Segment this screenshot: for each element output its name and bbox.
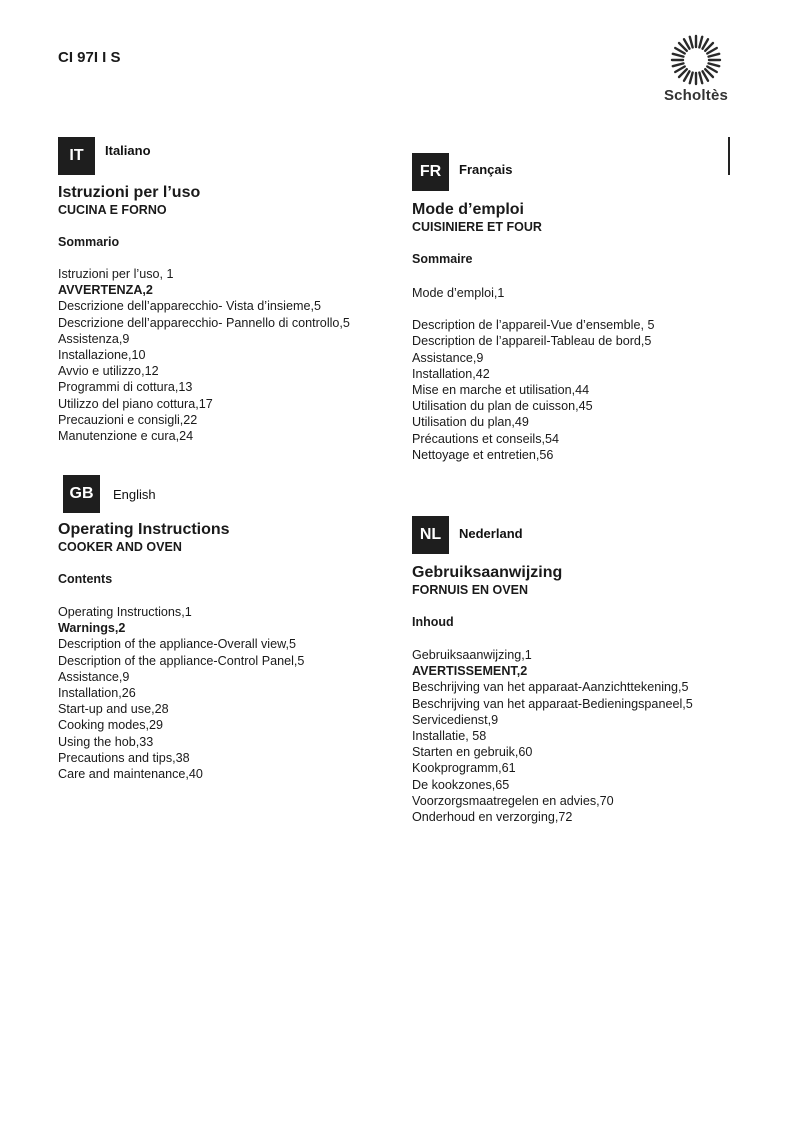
toc-item: Utilisation du plan,49: [412, 415, 529, 430]
language-badge-it: IT: [58, 137, 95, 175]
toc-item: Starten en gebruik,60: [412, 745, 533, 760]
toc-item: Assistance,9: [58, 669, 130, 684]
toc-item: Mode d’emploi,1: [412, 286, 505, 300]
model-number: CI 97I I S: [58, 49, 121, 66]
language-label-it: Italiano: [105, 143, 151, 158]
toc-item: Assistance,9: [412, 350, 484, 365]
toc-item: Descrizione dell’apparecchio- Vista d’insieme,5: [58, 299, 321, 314]
toc-item: Using the hob,33: [58, 734, 154, 749]
table-of-contents-gb: [58, 604, 393, 782]
contents-heading-nl: Inhoud: [412, 615, 454, 629]
section-title-fr: Mode d’emploi: [412, 201, 524, 218]
section-nederland: [412, 516, 772, 825]
logo-ray: [673, 63, 684, 66]
toc-item: Descrizione dell’apparecchio- Pannello di controllo,5: [58, 315, 350, 330]
toc-item: Mise en marche et utilisation,44: [412, 383, 590, 398]
language-label-nl: Nederland: [459, 526, 523, 541]
language-badge-fr: FR: [412, 153, 449, 191]
toc-item: Onderhoud en verzorging,72: [412, 810, 573, 825]
contents-heading-fr: Sommaire: [412, 252, 473, 266]
toc-item: Assistenza,9: [58, 331, 130, 346]
toc-item: Description of the appliance-Overall view,5: [58, 637, 297, 652]
toc-item: Description de l’appareil-Vue d’ensemble, 5: [412, 318, 655, 333]
toc-item: De kookzones,65: [412, 777, 510, 792]
brand-name: Scholtès: [663, 87, 729, 104]
language-label-fr: Français: [459, 162, 513, 177]
toc-item: Programmi di cottura,13: [58, 380, 193, 395]
toc-spacer: [412, 301, 742, 317]
brand-logo: [660, 34, 732, 114]
toc-item: Installation,26: [58, 686, 136, 701]
toc-item: Gebruiksaanwijzing,1: [412, 648, 532, 662]
toc-item: AVVERTENZA,2: [58, 283, 153, 298]
toc-item: Avvio e utilizzo,12: [58, 364, 159, 379]
logo-ray: [709, 63, 720, 66]
toc-item: Description de l’appareil-Tableau de bord,5: [412, 334, 652, 349]
toc-item: Cooking modes,29: [58, 718, 164, 733]
logo-ray: [699, 73, 702, 84]
logo-ray: [690, 37, 693, 48]
contents-heading-gb: Contents: [58, 572, 113, 586]
section-title-gb: Operating Instructions: [58, 521, 230, 538]
toc-item: Installazione,10: [58, 348, 146, 363]
toc-item: Utilizzo del piano cottura,17: [58, 396, 213, 411]
language-badge-nl: NL: [412, 516, 449, 554]
toc-item: Utilisation du plan de cuisson,45: [412, 399, 593, 414]
toc-item: Istruzioni per l’uso, 1: [58, 267, 174, 281]
toc-item: Warnings,2: [58, 621, 126, 636]
logo-ray: [690, 73, 693, 84]
toc-item: Operating Instructions,1: [58, 605, 192, 619]
toc-item: Precautions and tips,38: [58, 750, 190, 765]
section-subtitle-fr: CUISINIERE ET FOUR: [412, 220, 542, 234]
toc-item: Start-up and use,28: [58, 702, 169, 717]
section-title-nl: Gebruiksaanwijzing: [412, 564, 563, 581]
section-subtitle-nl: FORNUIS EN OVEN: [412, 583, 528, 597]
toc-item: Beschrijving van het apparaat-Aanzichttekening,5: [412, 680, 689, 695]
toc-item: Description of the appliance-Control Panel,5: [58, 653, 305, 668]
toc-item: Installatie, 58: [412, 729, 487, 744]
table-of-contents-nl: [412, 647, 772, 825]
toc-item: AVERTISSEMENT,2: [412, 664, 528, 679]
section-italiano: [58, 137, 388, 444]
toc-item: Installation,42: [412, 366, 490, 381]
toc-item: Nettoyage et entretien,56: [412, 447, 554, 462]
section-francais: [412, 153, 742, 463]
sun-icon: [670, 34, 722, 86]
toc-item: Précautions et conseils,54: [412, 431, 560, 446]
language-badge-gb: GB: [63, 475, 100, 513]
logo-ray: [673, 54, 684, 57]
toc-item: Beschrijving van het apparaat-Bedieningspaneel,5: [412, 696, 693, 711]
section-title-it: Istruzioni per l’uso: [58, 184, 201, 201]
language-label-gb: English: [113, 487, 156, 502]
section-english: [58, 475, 393, 782]
logo-ray: [709, 54, 720, 57]
table-of-contents-it: [58, 266, 388, 444]
logo-ray: [699, 37, 702, 48]
toc-item: Servicedienst,9: [412, 712, 499, 727]
toc-item: Care and maintenance,40: [58, 767, 203, 782]
toc-item: Kookprogramm,61: [412, 761, 516, 776]
contents-heading-it: Sommario: [58, 235, 120, 249]
section-subtitle-it: CUCINA E FORNO: [58, 203, 167, 217]
table-of-contents-fr: [412, 285, 742, 463]
toc-item: Voorzorgsmaatregelen en advies,70: [412, 793, 614, 808]
toc-item: Manutenzione e cura,24: [58, 429, 194, 444]
section-subtitle-gb: COOKER AND OVEN: [58, 540, 182, 554]
toc-item: Precauzioni e consigli,22: [58, 412, 198, 427]
